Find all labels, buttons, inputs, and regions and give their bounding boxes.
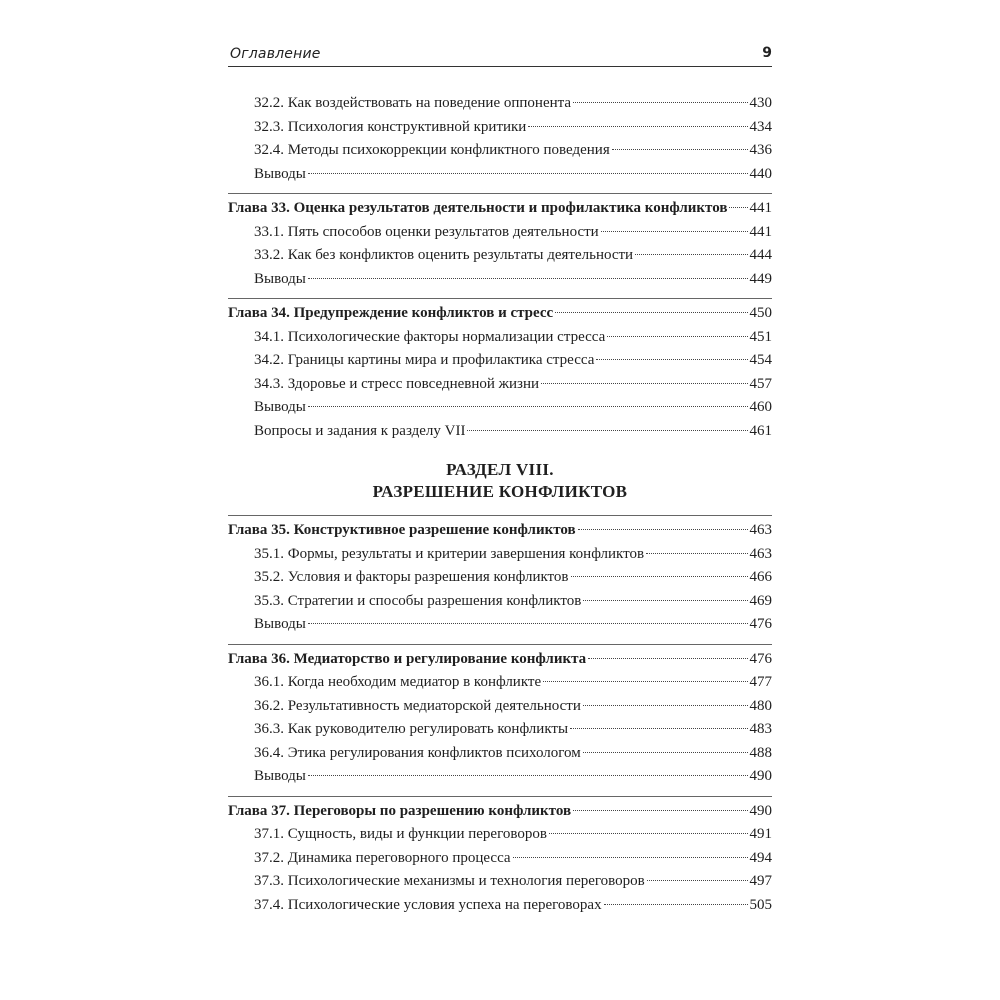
entry-title: 36.4. Этика регулирования конфликтов психологом: [254, 744, 581, 761]
toc-entry[interactable]: [228, 823, 772, 847]
page-ref: 449: [749, 270, 772, 287]
page-ref: 476: [749, 650, 772, 667]
page-number: 9: [762, 45, 772, 61]
dot-leader: [555, 312, 747, 313]
page-ref: 450: [749, 305, 772, 321]
entry-title: 35.2. Условия и факторы разрешения конфликтов: [254, 569, 569, 585]
dot-leader: [308, 278, 748, 279]
dot-leader: [578, 529, 748, 530]
page-ref: 490: [749, 802, 772, 819]
page-ref: 460: [749, 399, 772, 415]
dot-leader: [543, 681, 747, 682]
page-ref: 469: [749, 592, 772, 609]
entry-title: Выводы: [254, 616, 306, 632]
page-ref: 436: [749, 142, 772, 158]
toc-entry[interactable]: [228, 870, 772, 894]
chapter-title: Глава 33. Оценка результатов деятельности и профилактика конфликтов: [228, 200, 728, 216]
page-ref: 494: [749, 849, 772, 866]
entry-title: 34.1. Психологические факторы нормализации стресса: [254, 328, 606, 345]
page-ref: 488: [749, 744, 772, 761]
dot-leader: [570, 728, 747, 729]
page-ref: 434: [749, 118, 772, 135]
page-ref: 491: [749, 826, 772, 842]
dot-leader: [549, 833, 748, 834]
entry-title: Выводы: [254, 270, 306, 287]
entry-title: Выводы: [254, 768, 306, 784]
dot-leader: [583, 705, 748, 706]
toc-entry[interactable]: [228, 765, 772, 789]
toc-entry[interactable]: [228, 349, 772, 373]
dot-leader: [635, 254, 747, 255]
chapter-title: Глава 34. Предупреждение конфликтов и стресс: [228, 305, 554, 321]
header-title: Оглавление: [230, 46, 321, 62]
toc-entry[interactable]: [228, 92, 772, 116]
chapter-group: [228, 298, 772, 443]
chapter-group: [228, 644, 772, 789]
dot-leader: [528, 126, 747, 127]
chapter-title: Глава 36. Медиаторство и регулирование конфликта: [228, 650, 587, 667]
entry-title: Выводы: [254, 399, 306, 415]
entry-title: 35.1. Формы, результаты и критерии завершения конфликтов: [254, 545, 645, 562]
page-ref: 461: [749, 422, 772, 439]
dot-leader: [729, 207, 747, 208]
entry-title: 37.3. Психологические механизмы и технология переговоров: [254, 873, 645, 889]
dot-leader: [308, 775, 748, 776]
chapter-group: [228, 92, 772, 186]
dot-leader: [573, 810, 747, 811]
toc-entry[interactable]: [228, 742, 772, 766]
dot-leader: [571, 576, 748, 577]
dot-leader: [308, 173, 748, 174]
page-ref: 483: [749, 721, 772, 737]
toc-entry[interactable]: [228, 373, 772, 397]
toc-entry[interactable]: [228, 894, 772, 918]
page-ref: 466: [749, 569, 772, 585]
dot-leader: [607, 336, 747, 337]
entry-title: Выводы: [254, 165, 306, 182]
chapter-entry[interactable]: [228, 193, 772, 221]
entry-title: Вопросы и задания к разделу VII: [254, 422, 466, 439]
section-number: РАЗДЕЛ VIII.: [446, 460, 554, 479]
chapter-group: [228, 796, 772, 918]
entry-title: 37.4. Психологические условия успеха на переговорах: [254, 896, 602, 913]
chapter-entry[interactable]: [228, 644, 772, 672]
entry-title: 37.1. Сущность, виды и функции переговоров: [254, 826, 547, 842]
entry-title: 37.2. Динамика переговорного процесса: [254, 849, 511, 866]
toc-entry[interactable]: [228, 221, 772, 245]
toc-entry[interactable]: [228, 543, 772, 567]
entry-title: 33.2. Как без конфликтов оценить результаты деятельности: [254, 247, 634, 263]
toc-entry[interactable]: [228, 116, 772, 140]
toc-entry[interactable]: [228, 718, 772, 742]
page-ref: 497: [749, 873, 772, 889]
page-ref: 476: [749, 616, 772, 632]
page-ref: 454: [749, 352, 772, 368]
toc-entry[interactable]: [228, 268, 772, 292]
table-of-contents: [228, 92, 772, 924]
page-ref: 444: [749, 247, 772, 263]
toc-entry[interactable]: [228, 326, 772, 350]
entry-title: 34.2. Границы картины мира и профилактика стресса: [254, 352, 595, 368]
toc-entry[interactable]: [228, 163, 772, 187]
page-ref: 430: [749, 95, 772, 111]
dot-leader: [308, 406, 748, 407]
dot-leader: [646, 553, 747, 554]
page-ref: 441: [749, 223, 772, 240]
page-header: [228, 44, 772, 67]
entry-title: 36.3. Как руководителю регулировать конфликты: [254, 721, 569, 737]
chapter-entry[interactable]: [228, 298, 772, 326]
chapter-group: [228, 515, 772, 637]
toc-entry[interactable]: [228, 566, 772, 590]
toc-entry[interactable]: [228, 420, 772, 444]
page-ref: 457: [749, 375, 772, 392]
entry-title: 32.4. Методы психокоррекции конфликтного поведения: [254, 142, 610, 158]
dot-leader: [612, 149, 748, 150]
chapter-title: Глава 37. Переговоры по разрешению конфликтов: [228, 802, 572, 819]
chapter-entry[interactable]: [228, 796, 772, 824]
entry-title: 33.1. Пять способов оценки результатов деятельности: [254, 223, 599, 240]
entry-title: 35.3. Стратегии и способы разрешения конфликтов: [254, 592, 582, 609]
toc-entry[interactable]: [228, 396, 772, 420]
dot-leader: [601, 231, 748, 232]
chapter-title: Глава 35. Конструктивное разрешение конфликтов: [228, 522, 576, 538]
entry-title: 32.3. Психология конструктивной критики: [254, 118, 527, 135]
page-ref: 463: [749, 545, 772, 562]
chapter-group: [228, 193, 772, 291]
section-title: РАЗРЕШЕНИЕ КОНФЛИКТОВ: [372, 482, 628, 501]
page-ref: 477: [749, 674, 772, 690]
toc-entry[interactable]: [228, 590, 772, 614]
dot-leader: [541, 383, 747, 384]
page-ref: 441: [749, 200, 772, 216]
dot-leader: [467, 430, 747, 431]
entry-title: 32.2. Как воздействовать на поведение оппонента: [254, 95, 572, 111]
toc-entry[interactable]: [228, 847, 772, 871]
entry-title: 36.1. Когда необходим медиатор в конфликте: [254, 674, 542, 690]
toc-entry[interactable]: [228, 139, 772, 163]
page-ref: 490: [749, 768, 772, 784]
page-ref: 505: [749, 896, 772, 913]
section-heading: [228, 459, 772, 503]
page-ref: 480: [749, 697, 772, 714]
page-ref: 463: [749, 522, 772, 538]
dot-leader: [583, 600, 747, 601]
page-ref: 451: [749, 328, 772, 345]
dot-leader: [588, 658, 747, 659]
entry-title: 36.2. Результативность медиаторской деятельности: [254, 697, 581, 714]
dot-leader: [308, 623, 748, 624]
dot-leader: [513, 857, 748, 858]
page-ref: 440: [749, 165, 772, 182]
toc-entry[interactable]: [228, 671, 772, 695]
dot-leader: [604, 904, 748, 905]
dot-leader: [596, 359, 747, 360]
entry-title: 34.3. Здоровье и стресс повседневной жизни: [254, 375, 540, 392]
dot-leader: [583, 752, 748, 753]
toc-entry[interactable]: [228, 695, 772, 719]
dot-leader: [647, 880, 748, 881]
dot-leader: [573, 102, 747, 103]
toc-entry[interactable]: [228, 613, 772, 637]
chapter-entry[interactable]: [228, 515, 772, 543]
toc-entry[interactable]: [228, 244, 772, 268]
